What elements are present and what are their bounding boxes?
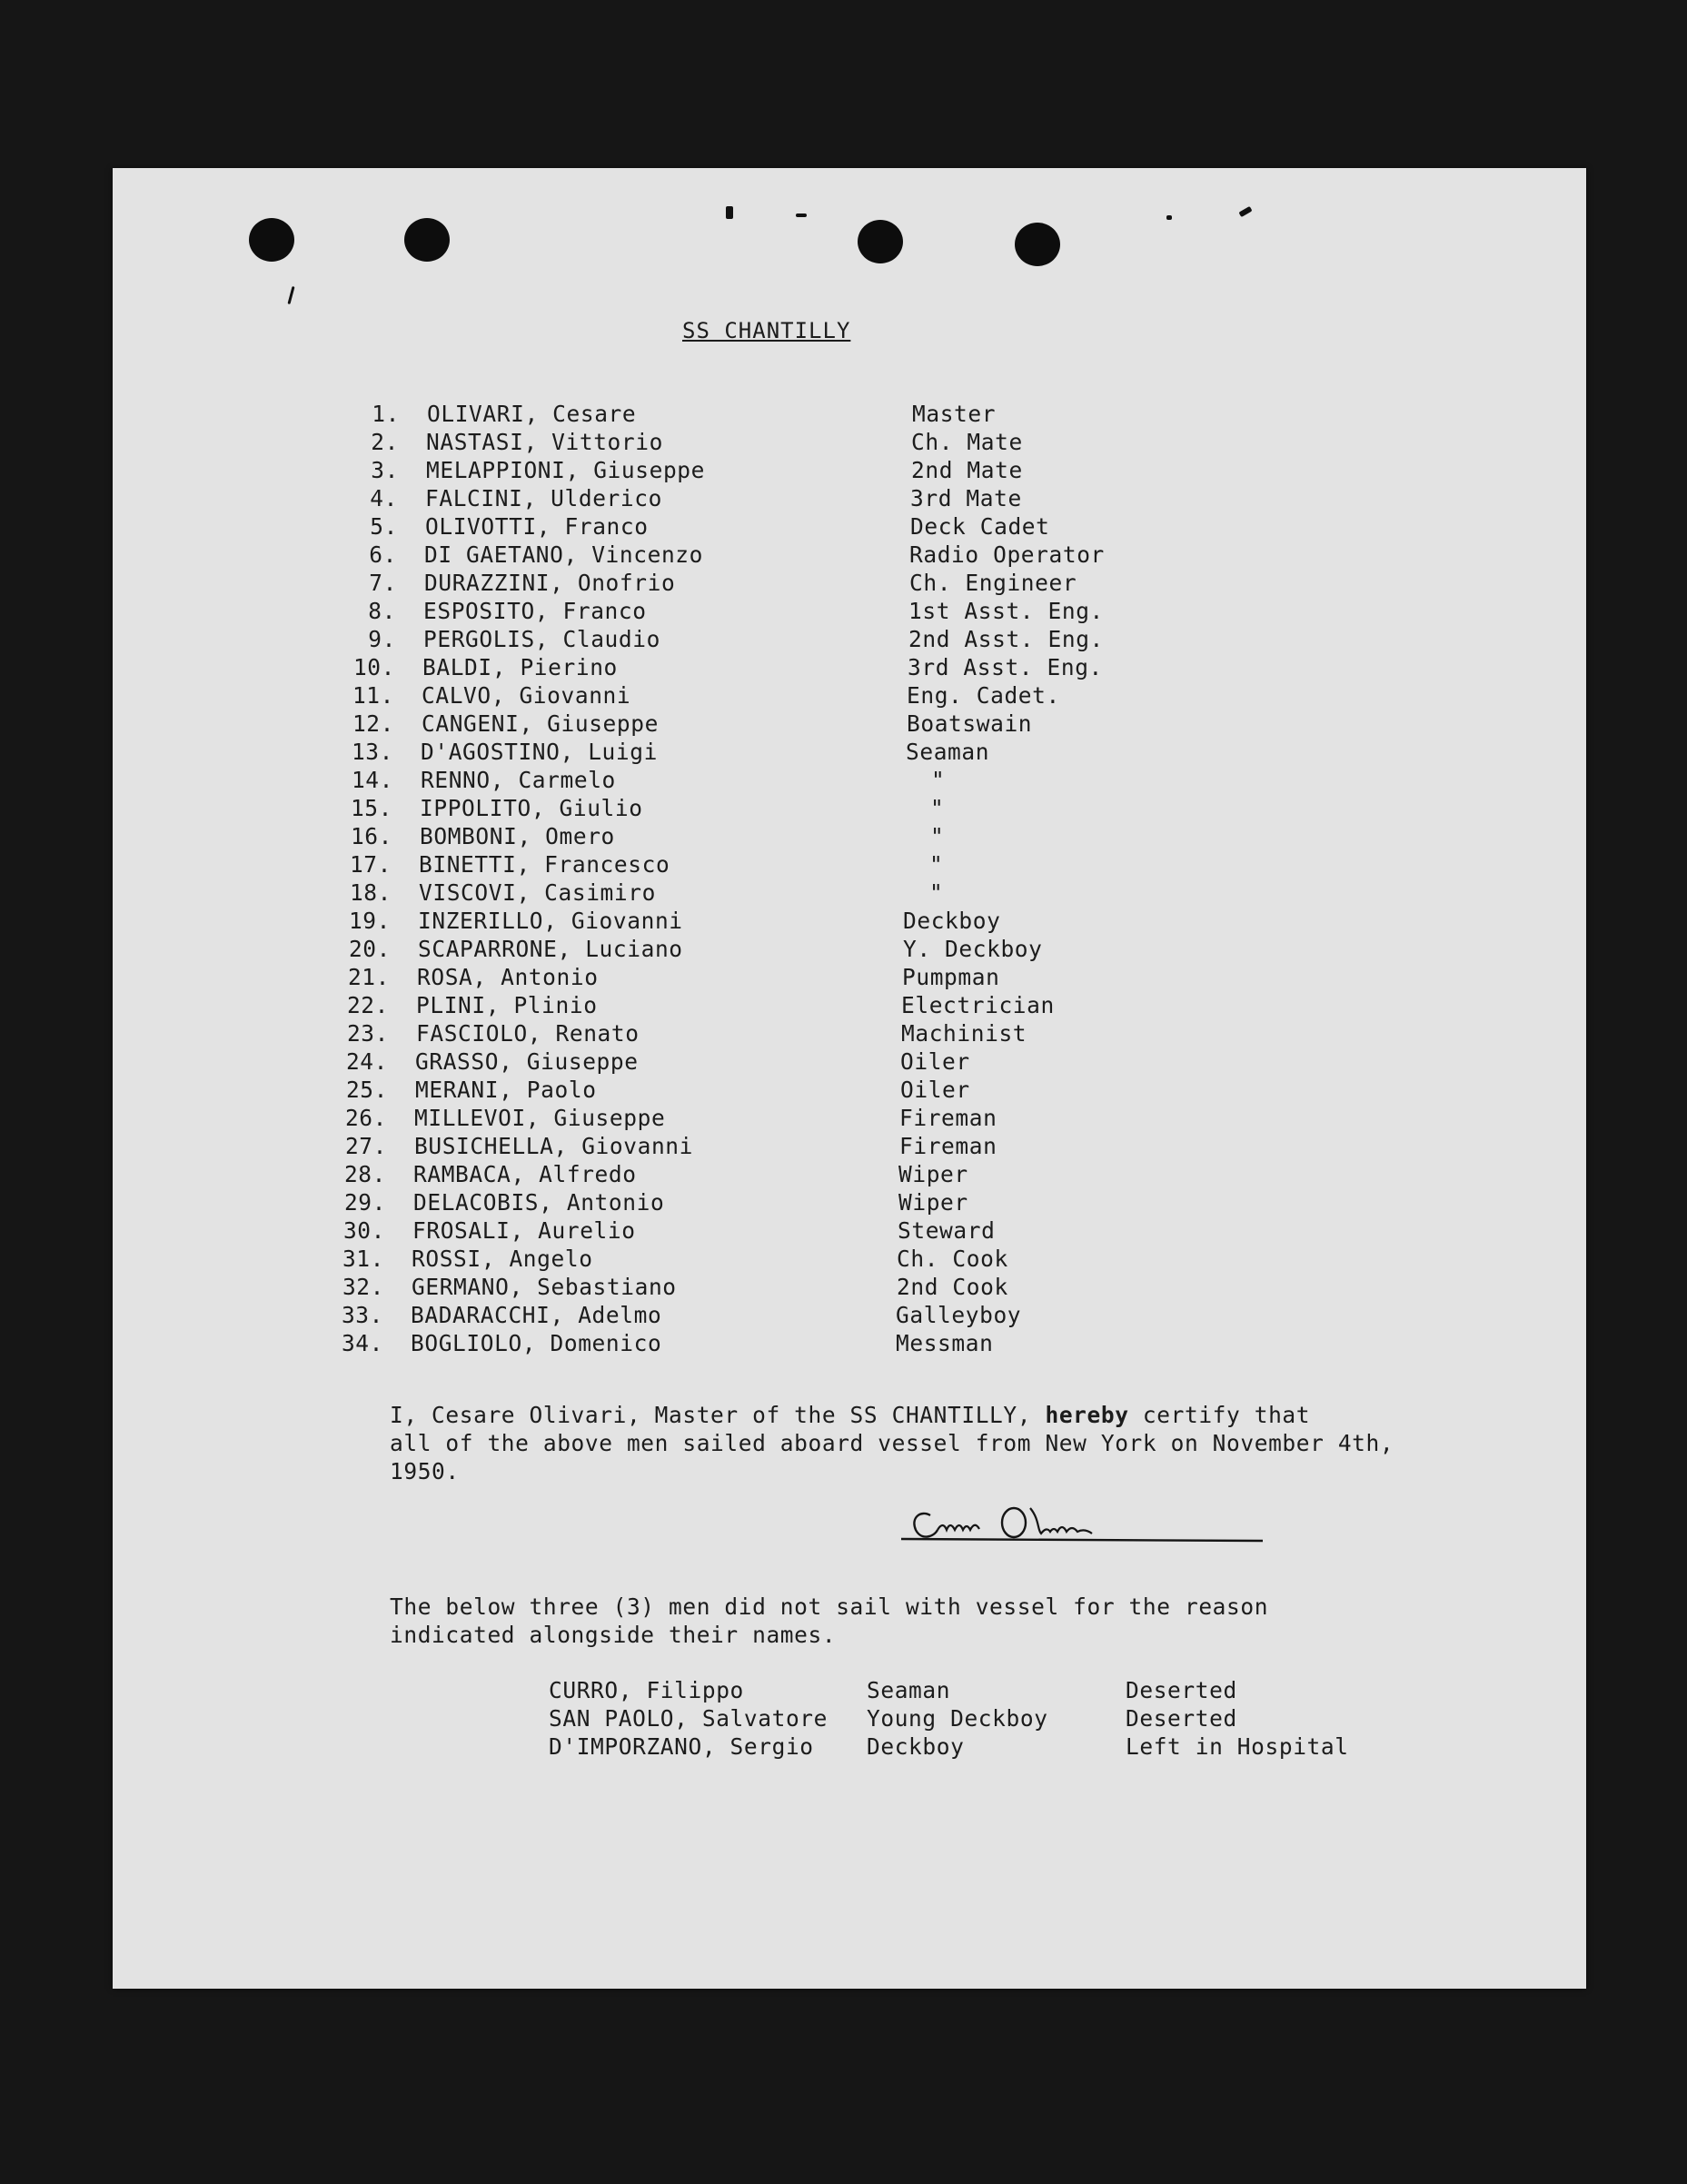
crew-rank: Wiper — [898, 1161, 968, 1187]
punch-hole — [404, 218, 450, 262]
crew-name: BOGLIOLO, Domenico — [411, 1330, 662, 1356]
absent-name: CURRO, Filippo — [549, 1677, 744, 1703]
crew-row — [338, 512, 1339, 541]
crew-number: 8. — [368, 598, 396, 624]
crew-row — [326, 1188, 1339, 1216]
absent-reason: Deserted — [1126, 1705, 1237, 1732]
crew-rank: 3rd Asst. Eng. — [908, 654, 1103, 680]
crew-rank: 2nd Asst. Eng. — [908, 626, 1104, 652]
crew-row — [327, 1104, 1339, 1132]
crew-row — [332, 850, 1339, 879]
crew-name: SCAPARRONE, Luciano — [418, 936, 683, 962]
crew-name: OLIVARI, Cesare — [427, 401, 637, 427]
crew-number: 18. — [349, 879, 392, 906]
crew-row — [340, 400, 1339, 428]
crew-number: 9. — [368, 626, 396, 652]
crew-rank: Ch. Mate — [911, 429, 1023, 455]
crew-number: 26. — [344, 1105, 387, 1131]
crew-number: 5. — [370, 513, 398, 540]
document-page — [113, 168, 1586, 1989]
crew-row — [330, 963, 1339, 991]
crew-rank: Oiler — [900, 1048, 970, 1075]
crew-name: BINETTI, Francesco — [419, 851, 670, 878]
crew-rank: Pumpman — [902, 964, 1000, 990]
crew-number: 28. — [343, 1161, 386, 1187]
crew-number: 1. — [372, 401, 400, 427]
absent-reason: Deserted — [1126, 1677, 1237, 1703]
crew-number: 15. — [350, 795, 392, 821]
crew-name: ESPOSITO, Franco — [423, 598, 647, 624]
crew-rank: Oiler — [900, 1077, 970, 1103]
crew-rank: Deckboy — [903, 908, 1001, 934]
crew-row — [327, 1132, 1339, 1160]
crew-name: BALDI, Pierino — [422, 654, 618, 680]
absent-name: SAN PAOLO, Salvatore — [549, 1705, 829, 1732]
crew-list — [340, 400, 1339, 1357]
crew-number: 2. — [371, 429, 399, 455]
crew-row — [333, 738, 1339, 766]
crew-number: 16. — [350, 823, 392, 849]
crew-row — [324, 1245, 1339, 1273]
crew-name: FROSALI, Aurelio — [412, 1217, 636, 1244]
crew-rank: " — [931, 767, 946, 793]
crew-row — [336, 625, 1339, 653]
crew-rank: " — [930, 823, 945, 849]
crew-rank: " — [929, 851, 944, 878]
crew-name: RAMBACA, Alfredo — [413, 1161, 637, 1187]
absent-rank: Young Deckboy — [867, 1705, 1048, 1732]
crew-name: MELAPPIONI, Giuseppe — [426, 457, 706, 483]
crew-rank: Boatswain — [907, 710, 1033, 737]
ink-speck — [726, 206, 733, 219]
crew-name: BADARACCHI, Adelmo — [411, 1302, 662, 1328]
crew-name: ROSSI, Angelo — [412, 1246, 593, 1272]
crew-rank: Fireman — [899, 1133, 997, 1159]
crew-rank: Fireman — [899, 1105, 997, 1131]
crew-name: VISCOVI, Casimiro — [419, 879, 656, 906]
crew-number: 22. — [346, 992, 389, 1018]
crew-number: 7. — [369, 570, 397, 596]
crew-number: 27. — [344, 1133, 387, 1159]
crew-row — [328, 1076, 1339, 1104]
crew-row — [332, 879, 1339, 907]
crew-name: DURAZZINI, Onofrio — [424, 570, 676, 596]
crew-row — [323, 1329, 1339, 1357]
crew-number: 33. — [341, 1302, 383, 1328]
crew-row — [332, 794, 1339, 822]
punch-hole — [858, 220, 903, 263]
crew-number: 11. — [352, 682, 394, 709]
crew-rank: Radio Operator — [909, 541, 1105, 568]
crew-number: 25. — [345, 1077, 388, 1103]
absent-note: The below three (3) men did not sail with vessel for the reason indicated alongside their names. — [390, 1593, 1269, 1648]
crew-number: 21. — [347, 964, 390, 990]
crew-rank: Deck Cadet — [910, 513, 1050, 540]
absent-rank: Deckboy — [867, 1733, 965, 1760]
crew-rank: Ch. Cook — [897, 1246, 1008, 1272]
crew-row — [339, 456, 1339, 484]
crew-name: MERANI, Paolo — [415, 1077, 597, 1103]
crew-number: 29. — [343, 1189, 386, 1216]
absent-row — [549, 1732, 1398, 1761]
crew-rank: Steward — [898, 1217, 996, 1244]
crew-rank: Electrician — [901, 992, 1055, 1018]
crew-row — [329, 1019, 1339, 1047]
crew-rank: 2nd Cook — [897, 1274, 1008, 1300]
absent-row — [549, 1704, 1398, 1732]
crew-number: 10. — [352, 654, 395, 680]
ink-speck — [287, 286, 294, 304]
ink-speck — [796, 213, 807, 217]
crew-name: ROSA, Antonio — [417, 964, 599, 990]
crew-name: RENNO, Carmelo — [421, 767, 616, 793]
crew-row — [331, 907, 1339, 935]
crew-name: IPPOLITO, Giulio — [420, 795, 643, 821]
crew-number: 12. — [352, 710, 394, 737]
crew-row — [324, 1273, 1339, 1301]
crew-number: 4. — [370, 485, 398, 511]
crew-row — [337, 541, 1339, 569]
absent-reason: Left in Hospital — [1126, 1733, 1349, 1760]
punch-hole — [249, 218, 294, 262]
crew-row — [337, 569, 1339, 597]
certification-text: I, Cesare Olivari, Master of the SS CHANTILLY, hereby certify that all of the above men sailed aboard vessel from New York on November 4th, 1950. — [390, 1402, 1394, 1484]
crew-number: 30. — [342, 1217, 385, 1244]
crew-row — [331, 935, 1339, 963]
crew-number: 24. — [345, 1048, 388, 1075]
crew-rank: Ch. Engineer — [909, 570, 1077, 596]
crew-name: NASTASI, Vittorio — [426, 429, 663, 455]
document-title: SS CHANTILLY — [682, 318, 851, 343]
crew-name: D'AGOSTINO, Luigi — [421, 739, 658, 765]
emphasis-word: hereby — [1045, 1402, 1129, 1428]
crew-number: 20. — [348, 936, 391, 962]
absent-rank: Seaman — [867, 1677, 951, 1703]
crew-row — [334, 710, 1339, 738]
crew-number: 23. — [346, 1020, 389, 1047]
crew-name: PERGOLIS, Claudio — [423, 626, 660, 652]
crew-name: FASCIOLO, Renato — [416, 1020, 640, 1047]
crew-name: GERMANO, Sebastiano — [412, 1274, 677, 1300]
crew-number: 3. — [371, 457, 399, 483]
crew-number: 13. — [351, 739, 393, 765]
crew-rank: Eng. Cadet. — [907, 682, 1060, 709]
crew-number: 34. — [341, 1330, 383, 1356]
crew-name: INZERILLO, Giovanni — [418, 908, 683, 934]
crew-row — [333, 766, 1339, 794]
crew-row — [334, 681, 1339, 710]
crew-name: CALVO, Giovanni — [422, 682, 631, 709]
ink-speck — [1238, 206, 1252, 217]
crew-rank: Master — [912, 401, 997, 427]
crew-rank: " — [930, 795, 945, 821]
crew-number: 14. — [351, 767, 393, 793]
absent-name: D'IMPORZANO, Sergio — [549, 1733, 814, 1760]
crew-rank: 1st Asst. Eng. — [908, 598, 1104, 624]
crew-rank: " — [929, 879, 944, 906]
crew-row — [325, 1216, 1339, 1245]
crew-number: 17. — [349, 851, 392, 878]
crew-name: BOMBONI, Omero — [420, 823, 615, 849]
crew-rank: Machinist — [901, 1020, 1027, 1047]
crew-row — [328, 1047, 1339, 1076]
crew-row — [336, 597, 1339, 625]
crew-row — [329, 991, 1339, 1019]
crew-rank: 2nd Mate — [911, 457, 1023, 483]
crew-number: 19. — [348, 908, 391, 934]
crew-row — [338, 484, 1339, 512]
crew-row — [326, 1160, 1339, 1188]
absent-crew-list — [549, 1676, 1398, 1761]
crew-rank: Seaman — [906, 739, 990, 765]
crew-name: PLINI, Plinio — [416, 992, 598, 1018]
master-signature — [894, 1490, 1275, 1563]
crew-row — [335, 653, 1339, 681]
crew-rank: Galleyboy — [896, 1302, 1022, 1328]
crew-rank: 3rd Mate — [910, 485, 1022, 511]
crew-name: GRASSO, Giuseppe — [415, 1048, 639, 1075]
crew-name: CANGENI, Giuseppe — [422, 710, 659, 737]
crew-rank: Messman — [896, 1330, 994, 1356]
crew-number: 6. — [369, 541, 397, 568]
crew-row — [323, 1301, 1339, 1329]
crew-number: 32. — [342, 1274, 384, 1300]
crew-name: FALCINI, Ulderico — [425, 485, 662, 511]
crew-name: MILLEVOI, Giuseppe — [414, 1105, 666, 1131]
crew-row — [339, 428, 1339, 456]
absent-row — [549, 1676, 1398, 1704]
crew-name: OLIVOTTI, Franco — [425, 513, 649, 540]
crew-name: DELACOBIS, Antonio — [413, 1189, 665, 1216]
crew-rank: Y. Deckboy — [903, 936, 1043, 962]
crew-row — [332, 822, 1339, 850]
crew-name: BUSICHELLA, Giovanni — [414, 1133, 694, 1159]
crew-rank: Wiper — [898, 1189, 968, 1216]
crew-name: DI GAETANO, Vincenzo — [424, 541, 704, 568]
crew-number: 31. — [342, 1246, 384, 1272]
ink-speck — [1166, 215, 1172, 220]
punch-hole — [1015, 223, 1060, 266]
